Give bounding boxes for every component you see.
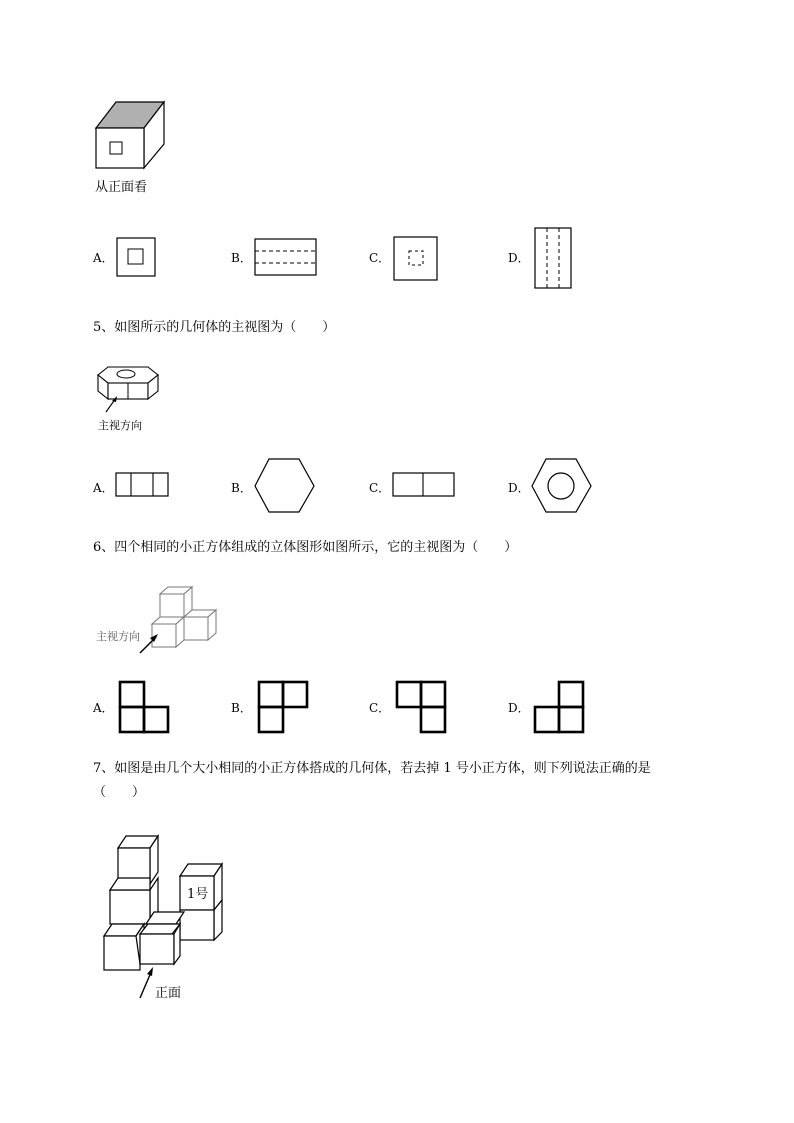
q4-caption: 从正面看 (95, 180, 148, 195)
q4-option-d-figure (534, 227, 574, 291)
q6-option-a-figure (118, 680, 172, 736)
q5-view-direction-label: 主视方向 (98, 419, 142, 432)
q7-cube-number-label: 1号 (187, 887, 209, 902)
q4-option-c-figure (393, 236, 439, 282)
q4-option-b-label[interactable]: B． (231, 251, 252, 265)
q6-question-text: 6、四个相同的小正方体组成的立体图形如图所示，它的主视图为（ ） (93, 540, 518, 555)
q5-option-c-label[interactable]: C． (369, 481, 391, 495)
q4-option-b-figure (254, 238, 318, 278)
q5-option-d-figure (531, 458, 593, 514)
q6-option-b-figure (257, 680, 311, 736)
q4-option-d-label[interactable]: D． (508, 251, 530, 265)
q6-solid-figure (136, 585, 220, 655)
q5-option-b-label[interactable]: B． (231, 481, 252, 495)
q7-answer-parentheses: （ ） (93, 785, 146, 800)
q7-question-text: 7、如图是由几个大小相同的小正方体搭成的几何体，若去掉 1 号小正方体，则下列说法正确的是 (93, 761, 651, 776)
q4-option-a-label[interactable]: A． (93, 251, 114, 265)
q5-question-text: 5、如图所示的几何体的主视图为（ ） (93, 320, 336, 335)
q6-option-a-label[interactable]: A． (93, 701, 114, 715)
q5-option-b-figure (254, 458, 316, 514)
q7-solid-figure (100, 830, 226, 1000)
q4-solid-figure (94, 100, 166, 170)
q6-option-d-label[interactable]: D． (508, 701, 530, 715)
q5-option-c-figure (392, 472, 456, 498)
q5-option-d-label[interactable]: D． (508, 481, 530, 495)
q5-option-a-figure (115, 472, 171, 498)
q5-solid-figure (96, 365, 162, 415)
q5-option-a-label[interactable]: A． (93, 481, 114, 495)
q7-front-label: 正面 (155, 986, 182, 1001)
q6-option-d-figure (533, 680, 587, 736)
q6-view-direction-label: 主视方向 (96, 630, 140, 643)
q6-option-c-figure (395, 680, 449, 736)
q6-option-b-label[interactable]: B． (231, 701, 252, 715)
q4-option-a-figure (116, 237, 158, 279)
q4-option-c-label[interactable]: C． (369, 251, 391, 265)
q6-option-c-label[interactable]: C． (369, 701, 391, 715)
